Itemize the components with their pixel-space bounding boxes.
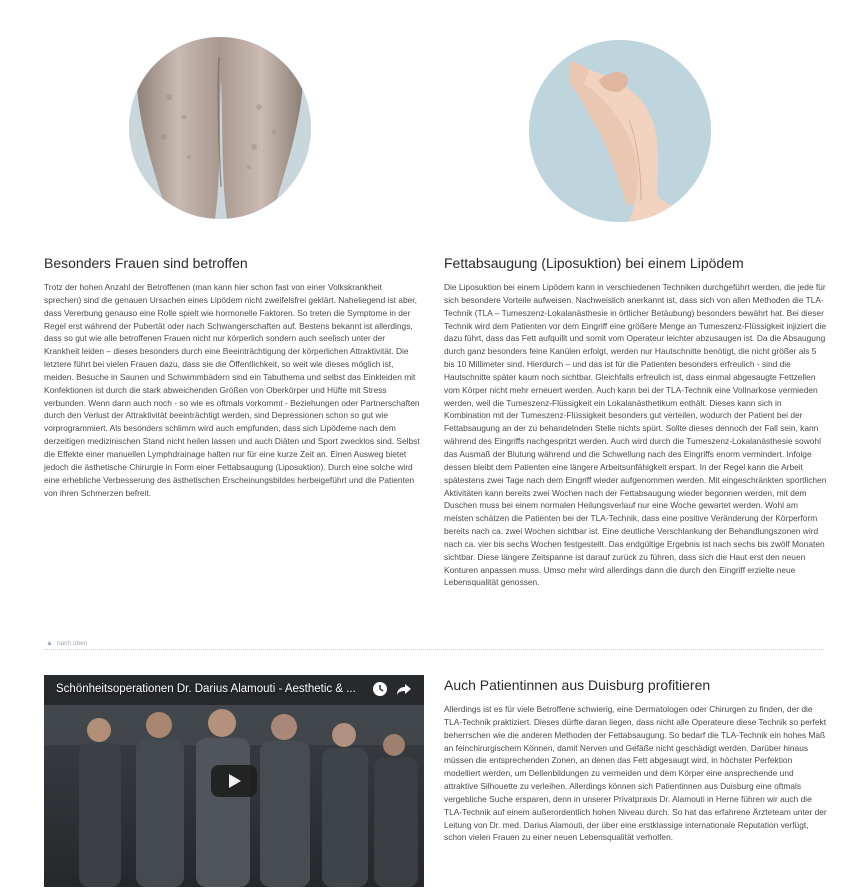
section-text-liposuktion: Die Liposuktion bei einem Lipödem kann in verschiedenen Techniken durchgeführt werden, die jede für sich besondere Vorteile aufweisen. Nachweislich anerkannt ist, dass sich von allen Methoden die TLA-Technik (TLA – Tumeszenz-Lokalanästhesie in örtlicher Betäubung) besonders bewährt hat. Bei dieser Technik wird dem Patienten vor dem Eingriff eine größere Menge an Tumeszenz-Flüssigkeit injiziert die dazu führt, dass das Fett aufquillt und somit vom Operateur leichter abzusaugen ist. Da die Absaugung durch ganz besonders feine Kanülen erfolgt, werden nur Hautschnitte benötigt, die nicht größer als 5 bis 10 Millimeter sind. Hierdurch – und das ist für die Patienten besonders erfreulich - sind die Hautschnitte später kaum noch sichtbar. Gleichfalls erfreulich ist, dass einmal abgesaugte Fettzellen vom Körper nicht mehr erneuert werden. Auch kann bei der TLA-Technik eine Vollnarkose vermieden werden, weil die Tumeszenz-Flüssigkeit ein Lokalanästhetikum enthält. Dieses kann sich in Kombination mit der Tumeszenz-Flüssigkeit besonders gut verteilen, wodurch der Patient bei der Fettabsaugung an der zu behandelnden Stelle nichts spürt. Sollte dieses dennoch der Fall sein, kann während des Eingriffs nachgespritzt werden. Auch wird durch die Tumeszenz-Lokalanästhesie sowohl das Ausmaß der Blutung während und die Schwellung nach des Eingriffs enorm vermindert. Infolge dessen bleibt dem Patienten eine längere Arbeitsunfähigkeit erspart. In der Regel kann die Arbeit spätestens zwei Tage nach dem Eingriff wieder aufgenommen werden. Mit eingeschränkten sportlichen Aktivitäten kann bereits zwei Wochen nach der Fettabsaugung wieder begonnen werden, mit dem Duschen muss bei einem normalen Heilungsverlauf nur eine Woche gewartet werden. Wohl am meisten schätzen die Patienten bei der TLA-Technik, dass eine positive Veränderung der Körperform bereits nach ca. zwei Wochen sichtbar ist. Eine deutliche Verschlankung der Behandlungszonen wird nach ca. vier bis sechs Wochen festgestellt. Das endgültige Ergebnis ist nach sechs bis zwölf Monaten sichtbar. Diese längere Zeitspanne ist darauf zurück zu führen, dass sich die Haut erst den neuen Konturen anpassen muss. Umso mehr wird allerdings dann die durch den Eingriff erzielte neue Lebensqualität genossen.: [444, 282, 827, 588]
video-player[interactable]: [44, 675, 424, 887]
section-heading-duisburg: Auch Patientinnen aus Duisburg profitieren: [444, 677, 711, 693]
up-arrow-icon: ▲: [46, 640, 53, 647]
section-divider: [44, 649, 824, 650]
legs-image: [529, 40, 711, 222]
thighs-image: [129, 37, 311, 219]
video-title[interactable]: Schönheitsoperationen Dr. Darius Alamouti - Aesthetic & ...: [56, 683, 356, 695]
clock-icon[interactable]: [371, 680, 389, 698]
section-text-frauen: Trotz der hohen Anzahl der Betroffenen (man kann hier schon fast von einer Volkskrankheit sprechen) sind die genauen Ursachen eines Lipödem nicht zweifelsfrei geklärt. Naheliegend ist aber, dass Vererbung genauso eine Rolle spielt wie hormonelle Faktoren. So treten die Symptome in der Regel erst während der Pubertät oder nach Schwangerschaften auf. Bestens bekannt ist allerdings, dass so gut wie alle betroffenen Frauen nicht nur körperlich sondern auch seelisch unter der Krankheit leiden – dieses besonders durch eine Beeinträchtigung der körperlichen Attraktivität. Die letztere führt bei vielen Frauen dazu, dass sie die Öffentlichkeit, so weit wie dieses möglich ist, meiden. Besuche in Saunen und Schwimmbädern sind ein Tabuthema und selbst das Einkleiden mit Konfektionen ist durch die stark abweichenden Größen von Oberkörper und Hüfte mit Stress verbunden. Wenn dann auch noch - so wie es oftmals vorkommt - Beziehungen oder Partnerschaften durch den Verlust der Attraktivität beeinträchtigt werden, sind Depressionen schon so gut wie vorprogrammiert. Als besonders schlimm wird auch empfunden, dass sich Lipödeme nach dem derzeitigen medizinischen Stand nicht heilen lassen und auch Diäten und Sport zwecklos sind. Selbst die Effekte einer manuellen Lymphdrainage halten nur für eine kurze Zeit an. Einen Ausweg bietet jedoch die ästhetische Chirurgie in Form einer Fettabsaugung (Liposuktion). Durch eine solche wird eine erhebliche Verbesserung des ästhetischen Erscheinungsbildes herbeigeführt und die Patienten von ihren Schmerzen befreit.: [44, 282, 420, 498]
share-icon[interactable]: [395, 680, 413, 698]
back-to-top-link[interactable]: [46, 640, 87, 647]
section-text-duisburg: Allerdings ist es für viele Betroffene schwierig, eine Dermatologen oder Chirurgen zu finden, der die TLA-Technik praktiziert. Dieses dürfte daran liegen, dass nicht alle Operateure diese Technik so perfekt beherrschen wie die anderen Methoden der Fettabsaugung. So bedarf die TLA-Technik ein hohes Maß an feinchirurgischem Können, damit Nerven und Gefäße nicht geschädigt werden. Darüber hinaus müssen die entsprechenden Zonen, an denen das Fett abgesaugt wird, in höchster Perfektion modelliert werden, um Dellenbildungen zu vermeiden und dem Körper eine ansprechende und attraktive Silhouette zu verleihen. Allerdings können sich Patientinnen aus Duisburg eine oftmals vergebliche Suche ersparen, denn in unserer Privatpraxis Dr. Alamouti in Herne führen wir auch die TLA-Technik auf einem außerordentlich hohen Niveau durch. So hat das erfahrene Ärzteteam unter der Leitung von Dr. med. Darius Alamouti, der über eine erstklassige internationale Reputation verfügt, schon vielen Frauen zu einer neuen Lebensqualität verholfen.: [444, 704, 827, 843]
section-heading-liposuktion: Fettabsaugung (Liposuktion) bei einem Lipödem: [444, 255, 744, 271]
back-to-top-label: nach oben: [56, 640, 88, 647]
section-heading-frauen: Besonders Frauen sind betroffen: [44, 255, 248, 271]
play-icon[interactable]: [211, 765, 257, 797]
